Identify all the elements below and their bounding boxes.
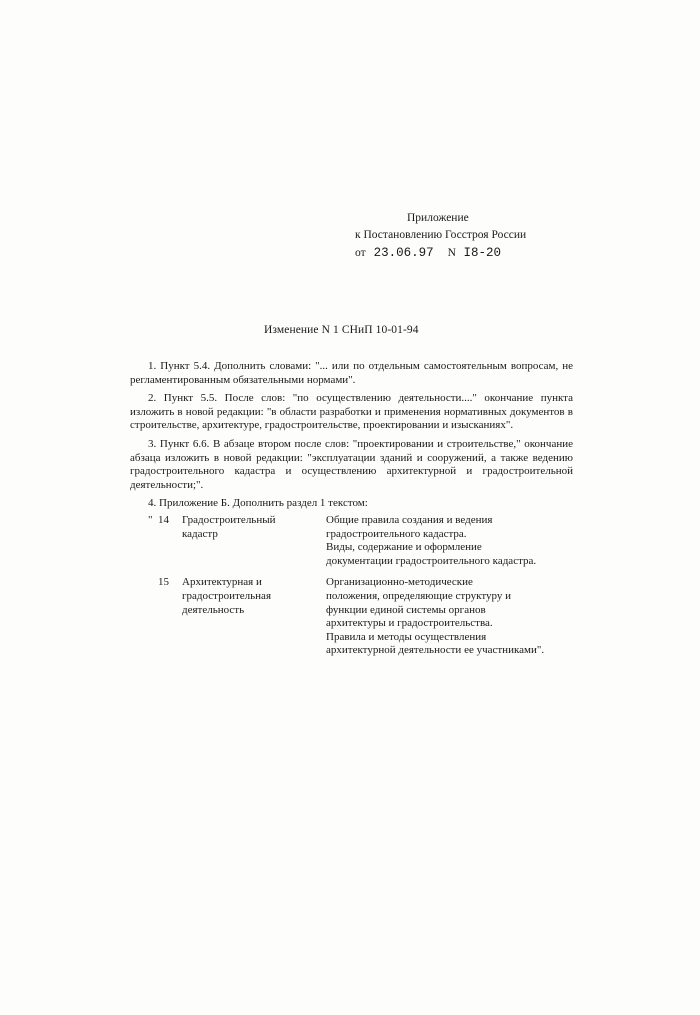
paragraph-1: 1. Пункт 5.4. Дополнить словами: "... или по отдельным самостоятельным вопросам, не регламентированным обязательными нормами". [130, 360, 573, 386]
row-name-line: кадастр [182, 527, 218, 540]
row-desc-line: функции единой системы органов [326, 603, 486, 616]
row-description [326, 514, 578, 568]
opening-quote: " [148, 514, 153, 526]
row-name [182, 576, 326, 658]
row-description [326, 576, 578, 658]
date-prefix: от [355, 247, 366, 259]
row-name-line: градостроительная [182, 589, 271, 602]
decree-date: 23.06.97 [373, 246, 434, 260]
row-desc-line: Общие правила создания и ведения [326, 514, 493, 526]
paragraph-3: 3. Пункт 6.6. В абзаце втором после слов: "проектировании и строительстве," окончание абзаца изложить в новой редакции: "эксплуатации зданий и сооружений, а также ведению градостроительного кадастра и осуществлению архитектурной и градостроительной деятельности;". [130, 437, 573, 491]
appendix-date-number [355, 245, 585, 262]
appendix-decree: к Постановлению Госстроя России [355, 229, 527, 241]
row-name-line: деятельность [182, 603, 245, 616]
number-prefix: N [447, 247, 456, 259]
row-name [182, 514, 326, 568]
paragraph-4: 4. Приложение Б. Дополнить раздел 1 текстом: [148, 497, 368, 510]
row-desc-line: документации градостроительного кадастра. [326, 554, 537, 567]
appendix-title: Приложение [407, 212, 469, 224]
row-desc-line: положения, определяющие структуру и [326, 589, 512, 602]
row-name-line: Архитектурная и [182, 576, 262, 589]
amendment-title: Изменение N 1 СНиП 10-01-94 [264, 324, 419, 336]
table-row [148, 576, 578, 658]
row-number: 14 [158, 514, 169, 526]
paragraph-2: 2. Пункт 5.5. После слов: "по осуществлению деятельности...." окончание пункта изложить в новой редакции: "в области разработки и применения нормативных документов в строительстве, архитектуре, градостроительстве, проектировании и изысканиях". [130, 392, 573, 432]
row-name-line: Градостроительный [182, 514, 276, 526]
appendix-header [355, 210, 585, 262]
row-desc-line: Правила и методы осуществления [326, 630, 487, 643]
row-desc-line: архитектуры и градостроительства. [326, 617, 493, 630]
decree-number: I8-20 [463, 246, 501, 260]
row-desc-line: градостроительного кадастра. [326, 527, 467, 540]
row-desc-line: Виды, содержание и оформление [326, 541, 482, 554]
table-row [148, 514, 578, 568]
row-desc-line: Организационно-методические [326, 576, 473, 589]
amendment-body [130, 360, 573, 516]
opening-quote [148, 576, 158, 658]
row-number: 15 [158, 576, 169, 589]
row-desc-line: архитектурной деятельности ее участниками". [326, 644, 545, 657]
appendix-b-table [148, 514, 578, 666]
